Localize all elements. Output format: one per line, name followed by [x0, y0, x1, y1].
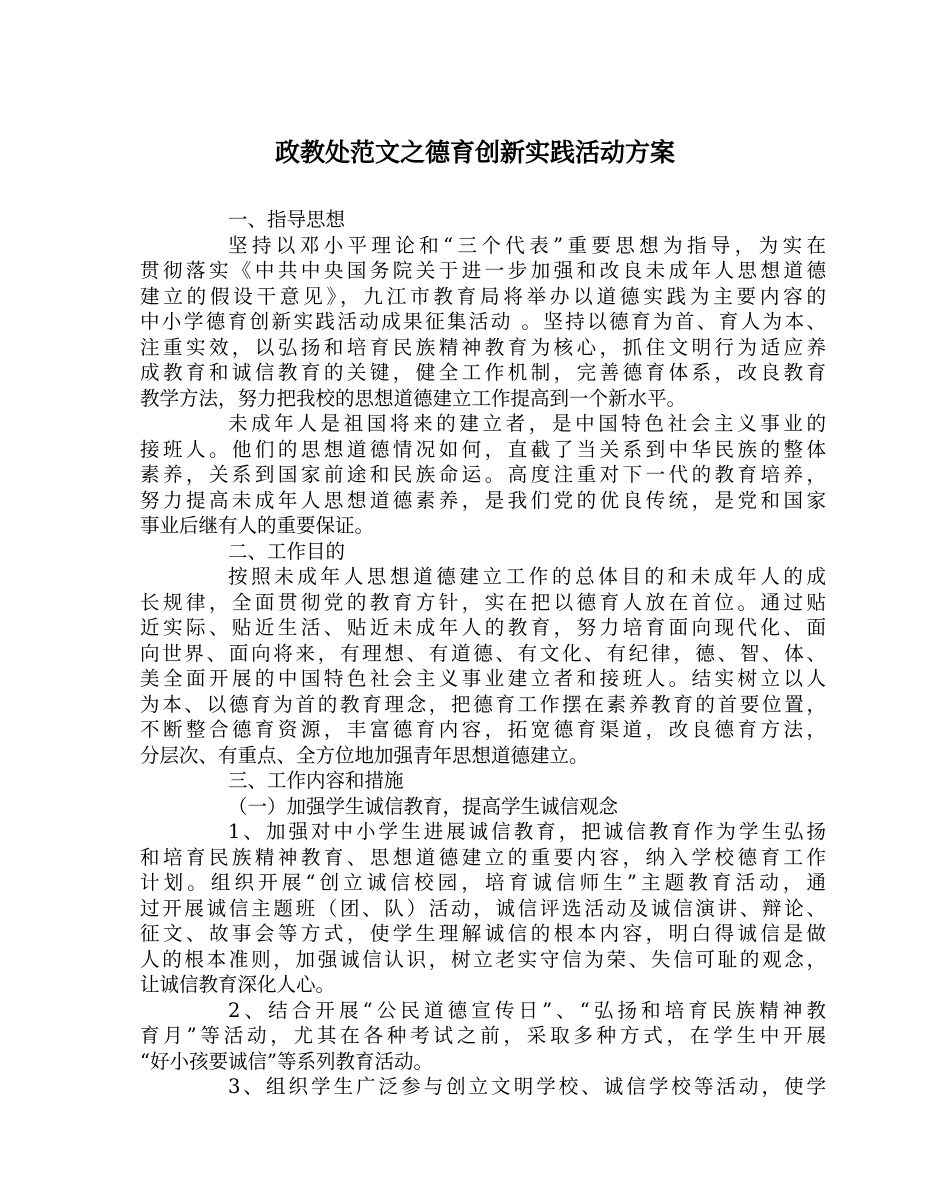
text-line: “好小孩要诚信”等系列教育活动。: [140, 1049, 433, 1073]
text-line: 计划。组织开展“创立诚信校园，培育诚信师生”主题教育活动，通: [140, 871, 826, 894]
text-line: 按照未成年人思想道德建立工作的总体目的和未成年人的成: [228, 565, 826, 588]
text-line: 未成年人是祖国将来的建立者，是中国特色社会主义事业的: [228, 412, 826, 435]
text-line: （一）加强学生诚信教育，提高学生诚信观念: [228, 794, 619, 818]
text-line: 过开展诚信主题班（团、队）活动，诚信评选活动及诚信演讲、辩论、: [140, 896, 826, 920]
text-line: 二、工作目的: [228, 539, 346, 563]
text-line: 中小学德育创新实践活动成果征集活动 。坚持以德育为首、育人为本、: [140, 310, 826, 333]
text-line: 贯彻落实《中共中央国务院关于进一步加强和改良未成年人思想道德: [140, 259, 826, 282]
text-line: 不断整合德育资源，丰富德育内容，拓宽德育渠道，改良德育方法，: [140, 718, 826, 741]
text-line: 向世界、面向将来，有理想、有道德、有文化、有纪律，德、智、体、: [140, 641, 826, 665]
text-line: 2、结合开展“公民道德宣传日”、“弘扬和培育民族精神教: [228, 998, 826, 1022]
text-line: 长规律，全面贯彻党的教育方针，实在把以德育人放在首位。通过贴: [140, 590, 826, 614]
text-line: 素养，关系到国家前途和民族命运。高度注重对下一代的教育培养，: [140, 463, 826, 486]
text-line: 建立的假设干意见》，九江市教育局将举办以道德实践为主要内容的: [140, 284, 826, 308]
text-line: 育月”等活动，尤其在各种考试之前，采取多种方式，在学生中开展: [140, 1024, 826, 1047]
text-line: 近实际、贴近生活、贴近未成年人的教育，努力培育面向现代化、面: [140, 616, 826, 639]
text-line: 坚持以邓小平理论和“三个代表”重要思想为指导，为实在: [228, 233, 826, 257]
text-line: 努力提高未成年人思想道德素养，是我们党的优良传统，是党和国家: [140, 488, 826, 512]
text-line: 分层次、有重点、全方位地加强青年思想道德建立。: [140, 743, 589, 767]
text-line: 事业后继有人的重要保证。: [140, 514, 375, 537]
text-line: 3、组织学生广泛参与创立文明学校、诚信学校等活动，使学: [228, 1075, 826, 1098]
text-line: 三、工作内容和措施: [228, 769, 404, 792]
text-line: 成教育和诚信教育的关键，健全工作机制，完善德育体系，改良教育: [140, 361, 826, 384]
text-line: 人的根本准则，加强诚信认识，树立老实守信为荣、失信可耻的观念，: [140, 947, 826, 971]
text-line: 接班人。他们的思想道德情况如何，直截了当关系到中华民族的整体: [140, 437, 826, 461]
document-title: 政教处范文之德育创新实践活动方案: [274, 138, 675, 167]
text-line: 美全面开展的中国特色社会主义事业建立者和接班人。结实树立以人: [140, 667, 826, 690]
text-line: 1、加强对中小学生进展诚信教育，把诚信教育作为学生弘扬: [228, 820, 826, 843]
text-line: 教学方法，努力把我校的思想道德建立工作提高到一个新水平。: [140, 386, 687, 410]
text-line: 为本、以德育为首的教育理念，把德育工作摆在素养教育的首要位置，: [140, 692, 826, 716]
text-line: 征文、故事会等方式，使学生理解诚信的根本内容，明白得诚信是做: [140, 922, 826, 945]
text-line: 和培育民族精神教育、思想道德建立的重要内容，纳入学校德育工作: [140, 845, 826, 869]
text-line: 一、指导思想: [228, 208, 346, 231]
text-line: 注重实效，以弘扬和培育民族精神教育为核心，抓住文明行为适应养: [140, 335, 826, 359]
document-body: [140, 207, 826, 1100]
text-line: 让诚信教育深化人心。: [140, 973, 336, 996]
